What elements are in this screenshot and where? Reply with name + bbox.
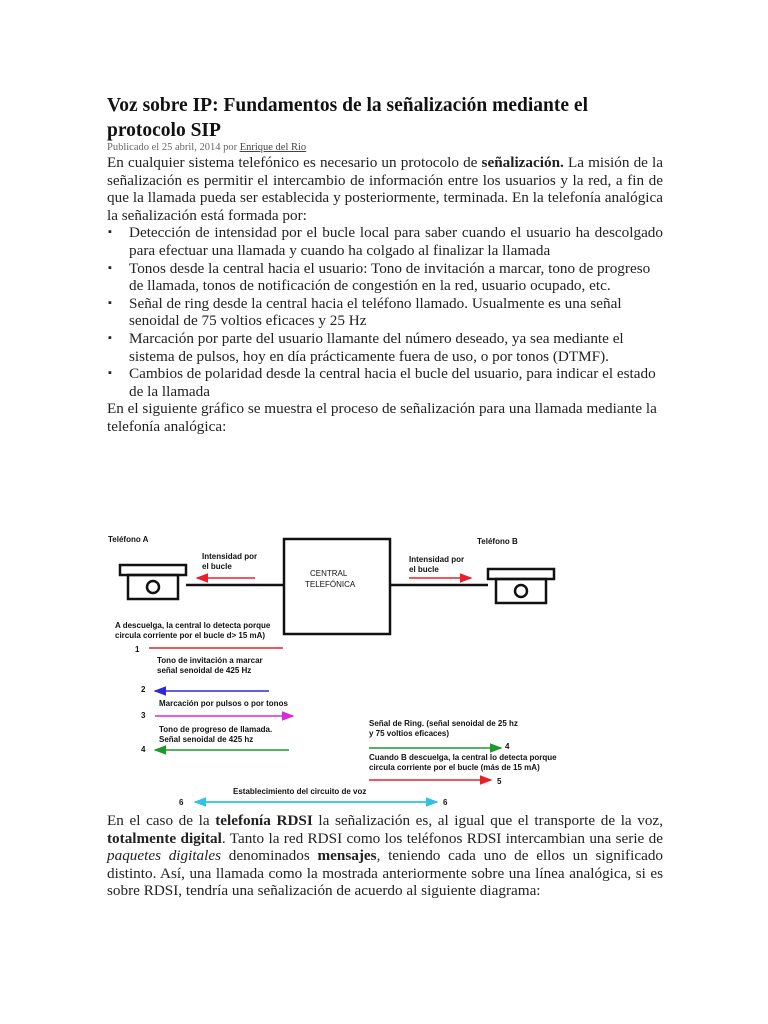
list-item-text: Tonos desde la central hacia el usuario: Tono de invitación a marcar, tono de progreso de llamada, tonos de notificación de congestión en la red, usuario ocupado, etc.	[129, 259, 651, 295]
list-item	[107, 295, 663, 330]
list-item	[107, 224, 663, 259]
bullet-icon: ▪	[108, 261, 112, 274]
step-number: 1	[135, 645, 140, 654]
bullet-icon: ▪	[108, 367, 112, 380]
list-item-text: Señal de ring desde la central hacia el teléfono llamado. Usualmente es una señal senoidal de 75 voltios eficaces y 25 Hz	[129, 294, 622, 330]
author-link[interactable]: Enrique del Rio	[239, 142, 307, 153]
telephone-a-icon	[120, 565, 186, 599]
phone-a-label: Teléfono A	[108, 535, 149, 544]
rdsi-text: , teniendo cada uno de ellos un significado distinto. Así, una llamada como la mostrada anteriormente sobre una línea analógica, si es sobre RDSI, tendría una señalización de acuerdo al siguiente diagrama:	[107, 847, 664, 900]
rdsi-bold: mensajes	[317, 847, 377, 865]
intro-text-before: En cualquier sistema telefónico es necesario un protocolo de	[107, 154, 478, 171]
bullet-icon: ▪	[108, 226, 112, 239]
step-number: 3	[141, 711, 146, 720]
bullet-icon: ▪	[108, 331, 112, 344]
step-number: 4	[505, 742, 510, 751]
list-item	[107, 330, 663, 365]
rdsi-bold: telefonía RDSI	[215, 812, 313, 829]
phone-b-label: Teléfono B	[477, 537, 518, 546]
central-label: TELEFÓNICA	[305, 580, 356, 589]
note-a: A descuelga, la central lo detecta porque	[115, 621, 271, 630]
diagram-svg	[105, 520, 685, 820]
rdsi-text: . Tanto la red RDSI como los teléfonos RDSI intercambian una serie de	[221, 829, 663, 847]
voice-text: Establecimiento del circuito de voz	[233, 787, 367, 796]
analog-signaling-diagram	[105, 520, 685, 820]
step-1-text: Tono de invitación a marcar	[157, 656, 263, 665]
list-item-text: Detección de intensidad por el bucle local para saber cuando el usuario ha descolgado para efectuar una llamada y cuando ha colgado al finalizar la llamada	[129, 224, 663, 259]
step-number: 6	[179, 798, 184, 807]
telephone-b-icon	[488, 569, 554, 603]
intro-bold: señalización.	[481, 154, 564, 171]
step-number: 4	[141, 745, 146, 754]
graph-intro: En el siguiente gráfico se muestra el proceso de señalización para una llamada mediante la telefonía analógica:	[107, 400, 657, 435]
note-b: circula corriente por el bucle (más de 15 mA)	[369, 763, 540, 772]
page-title: Voz sobre IP: Fundamentos de la señalización mediante el protocolo SIP	[107, 95, 588, 141]
step-2-text: Marcación por pulsos o por tonos	[159, 699, 288, 708]
ring-text: Señal de Ring. (señal senoidal de 25 hz	[369, 719, 518, 728]
intensity-a-text: el bucle	[202, 562, 232, 571]
bullet-icon: ▪	[108, 296, 112, 309]
step-number: 2	[141, 685, 146, 694]
central-label: CENTRAL	[310, 569, 348, 578]
article	[107, 93, 663, 436]
step-1-text: señal senoidal de 425 Hz	[157, 666, 252, 675]
intensity-b-text: Intensidad por	[409, 555, 465, 564]
step-number: 5	[497, 777, 502, 786]
rdsi-text: denominados	[228, 847, 310, 865]
step-3-text: Tono de progreso de llamada.	[159, 725, 273, 734]
rdsi-text: En el caso de la	[107, 812, 210, 829]
ring-text: y 75 voltios eficaces)	[369, 729, 450, 738]
list-item	[107, 260, 663, 295]
rdsi-paragraph	[107, 812, 663, 900]
note-b: Cuando B descuelga, la central lo detecta porque	[369, 753, 557, 762]
rdsi-bold: totalmente digital	[107, 829, 222, 847]
rdsi-italic: paquetes digitales	[107, 847, 222, 865]
intensity-a-text: Intensidad por	[202, 552, 258, 561]
step-number: 6	[443, 798, 448, 807]
list-item-text: Cambios de polaridad desde la central hacia el bucle del usuario, para indicar el estado de la llamada	[129, 365, 656, 400]
rdsi-text: la señalización es, al igual que el transporte de la voz,	[318, 812, 664, 829]
intensity-b-text: el bucle	[409, 565, 439, 574]
step-3-text: Señal senoidal de 425 hz	[159, 735, 254, 744]
note-a: circula corriente por el bucle d> 15 mA)	[115, 631, 266, 640]
signaling-list	[107, 224, 663, 400]
list-item	[107, 365, 663, 400]
rdsi-section	[107, 812, 663, 900]
list-item-text: Marcación por parte del usuario llamante del número deseado, ya sea mediante el sistema de pulsos, hoy en día prácticamente fuera de uso, o por tonos (DTMF).	[129, 329, 624, 365]
byline	[107, 142, 663, 154]
intro-paragraph	[107, 154, 663, 224]
byline-date: Publicado el 25 abril, 2014 por	[107, 142, 238, 153]
intro-text-after: La misión de la señalización es permitir el intercambio de información entre los usuarios y la red, a fin de que la llamada pueda ser establecida y posteriormente, terminada. En la telefonía analógica la señalización está formada por:	[107, 154, 664, 224]
